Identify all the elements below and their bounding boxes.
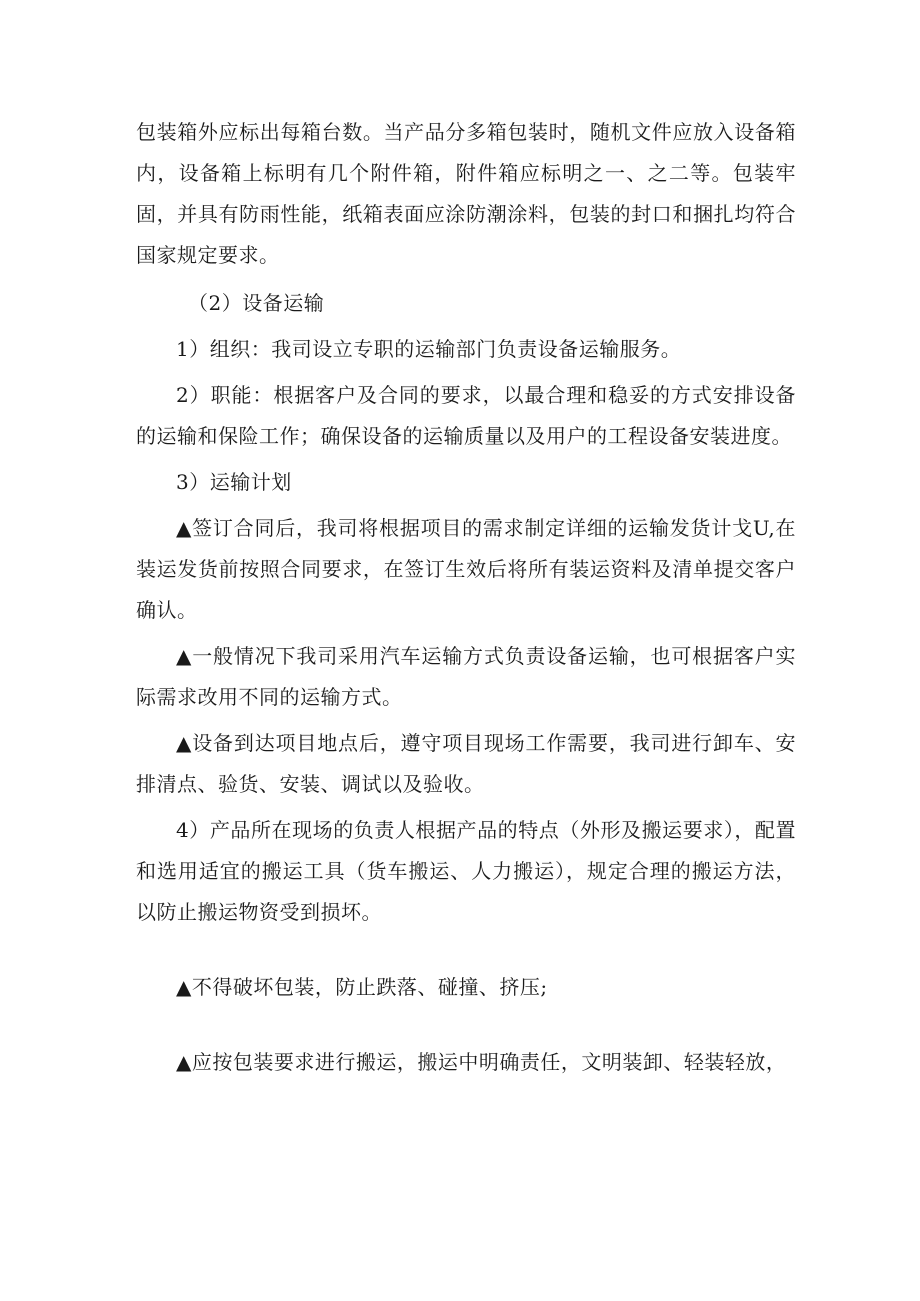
paragraph-functions: 2）职能：根据客户及合同的要求，以最合理和稳妥的方式安排设备的运输和保险工作；确保设备的运输质量以及用户的工程设备安装进度。 bbox=[136, 383, 796, 448]
paragraph-bullet-arrival: ▲设备到达项目地点后，遵守项目现场工作需要，我司进行卸车、安排清点、验货、安装、调试以及验收。 bbox=[136, 731, 796, 796]
paragraph-packaging: 包装箱外应标出每箱台数。当产品分多箱包装时，随机文件应放入设备箱内，设备箱上标明有几个附件箱，附件箱应标明之一、之二等。包装牢固，并具有防雨性能，纸箱表面应涂防潮涂料，包装的封口和捆扎均符合国家规定要求。 bbox=[136, 120, 796, 267]
paragraph-bullet-no-damage: ▲不得破坏包装，防止跌落、碰撞、挤压; bbox=[176, 975, 548, 999]
paragraph-bullet-contract: ▲签订合同后，我司将根据项目的需求制定详细的运输发货计戈U,在装运发货前按照合同要求，在签订生效后将所有装运资料及清单提交客户确认。 bbox=[136, 516, 796, 622]
paragraph-transport-plan-heading: 3）运输计划 bbox=[176, 470, 292, 494]
document-body bbox=[136, 112, 796, 1083]
paragraph-bullet-vehicle: ▲一般情况下我司采用汽车运输方式负责设备运输，也可根据客户实际需求改用不同的运输方式。 bbox=[136, 644, 796, 709]
paragraph-handling: 4）产品所在现场的负责人根据产品的特点（外形及搬运要求），配置和选用适宜的搬运工具（货车搬运、人力搬运），规定合理的搬运方法，以防止搬运物资受到损坏。 bbox=[136, 818, 796, 924]
paragraph-organization: 1）组织：我司设立专职的运输部门负责设备运输服务。 bbox=[176, 337, 682, 361]
section-heading-transport: （2）设备运输 bbox=[188, 291, 325, 315]
paragraph-bullet-handling-rules: ▲应按包装要求进行搬运，搬运中明确责任，文明装卸、轻装轻放， bbox=[176, 1050, 787, 1074]
